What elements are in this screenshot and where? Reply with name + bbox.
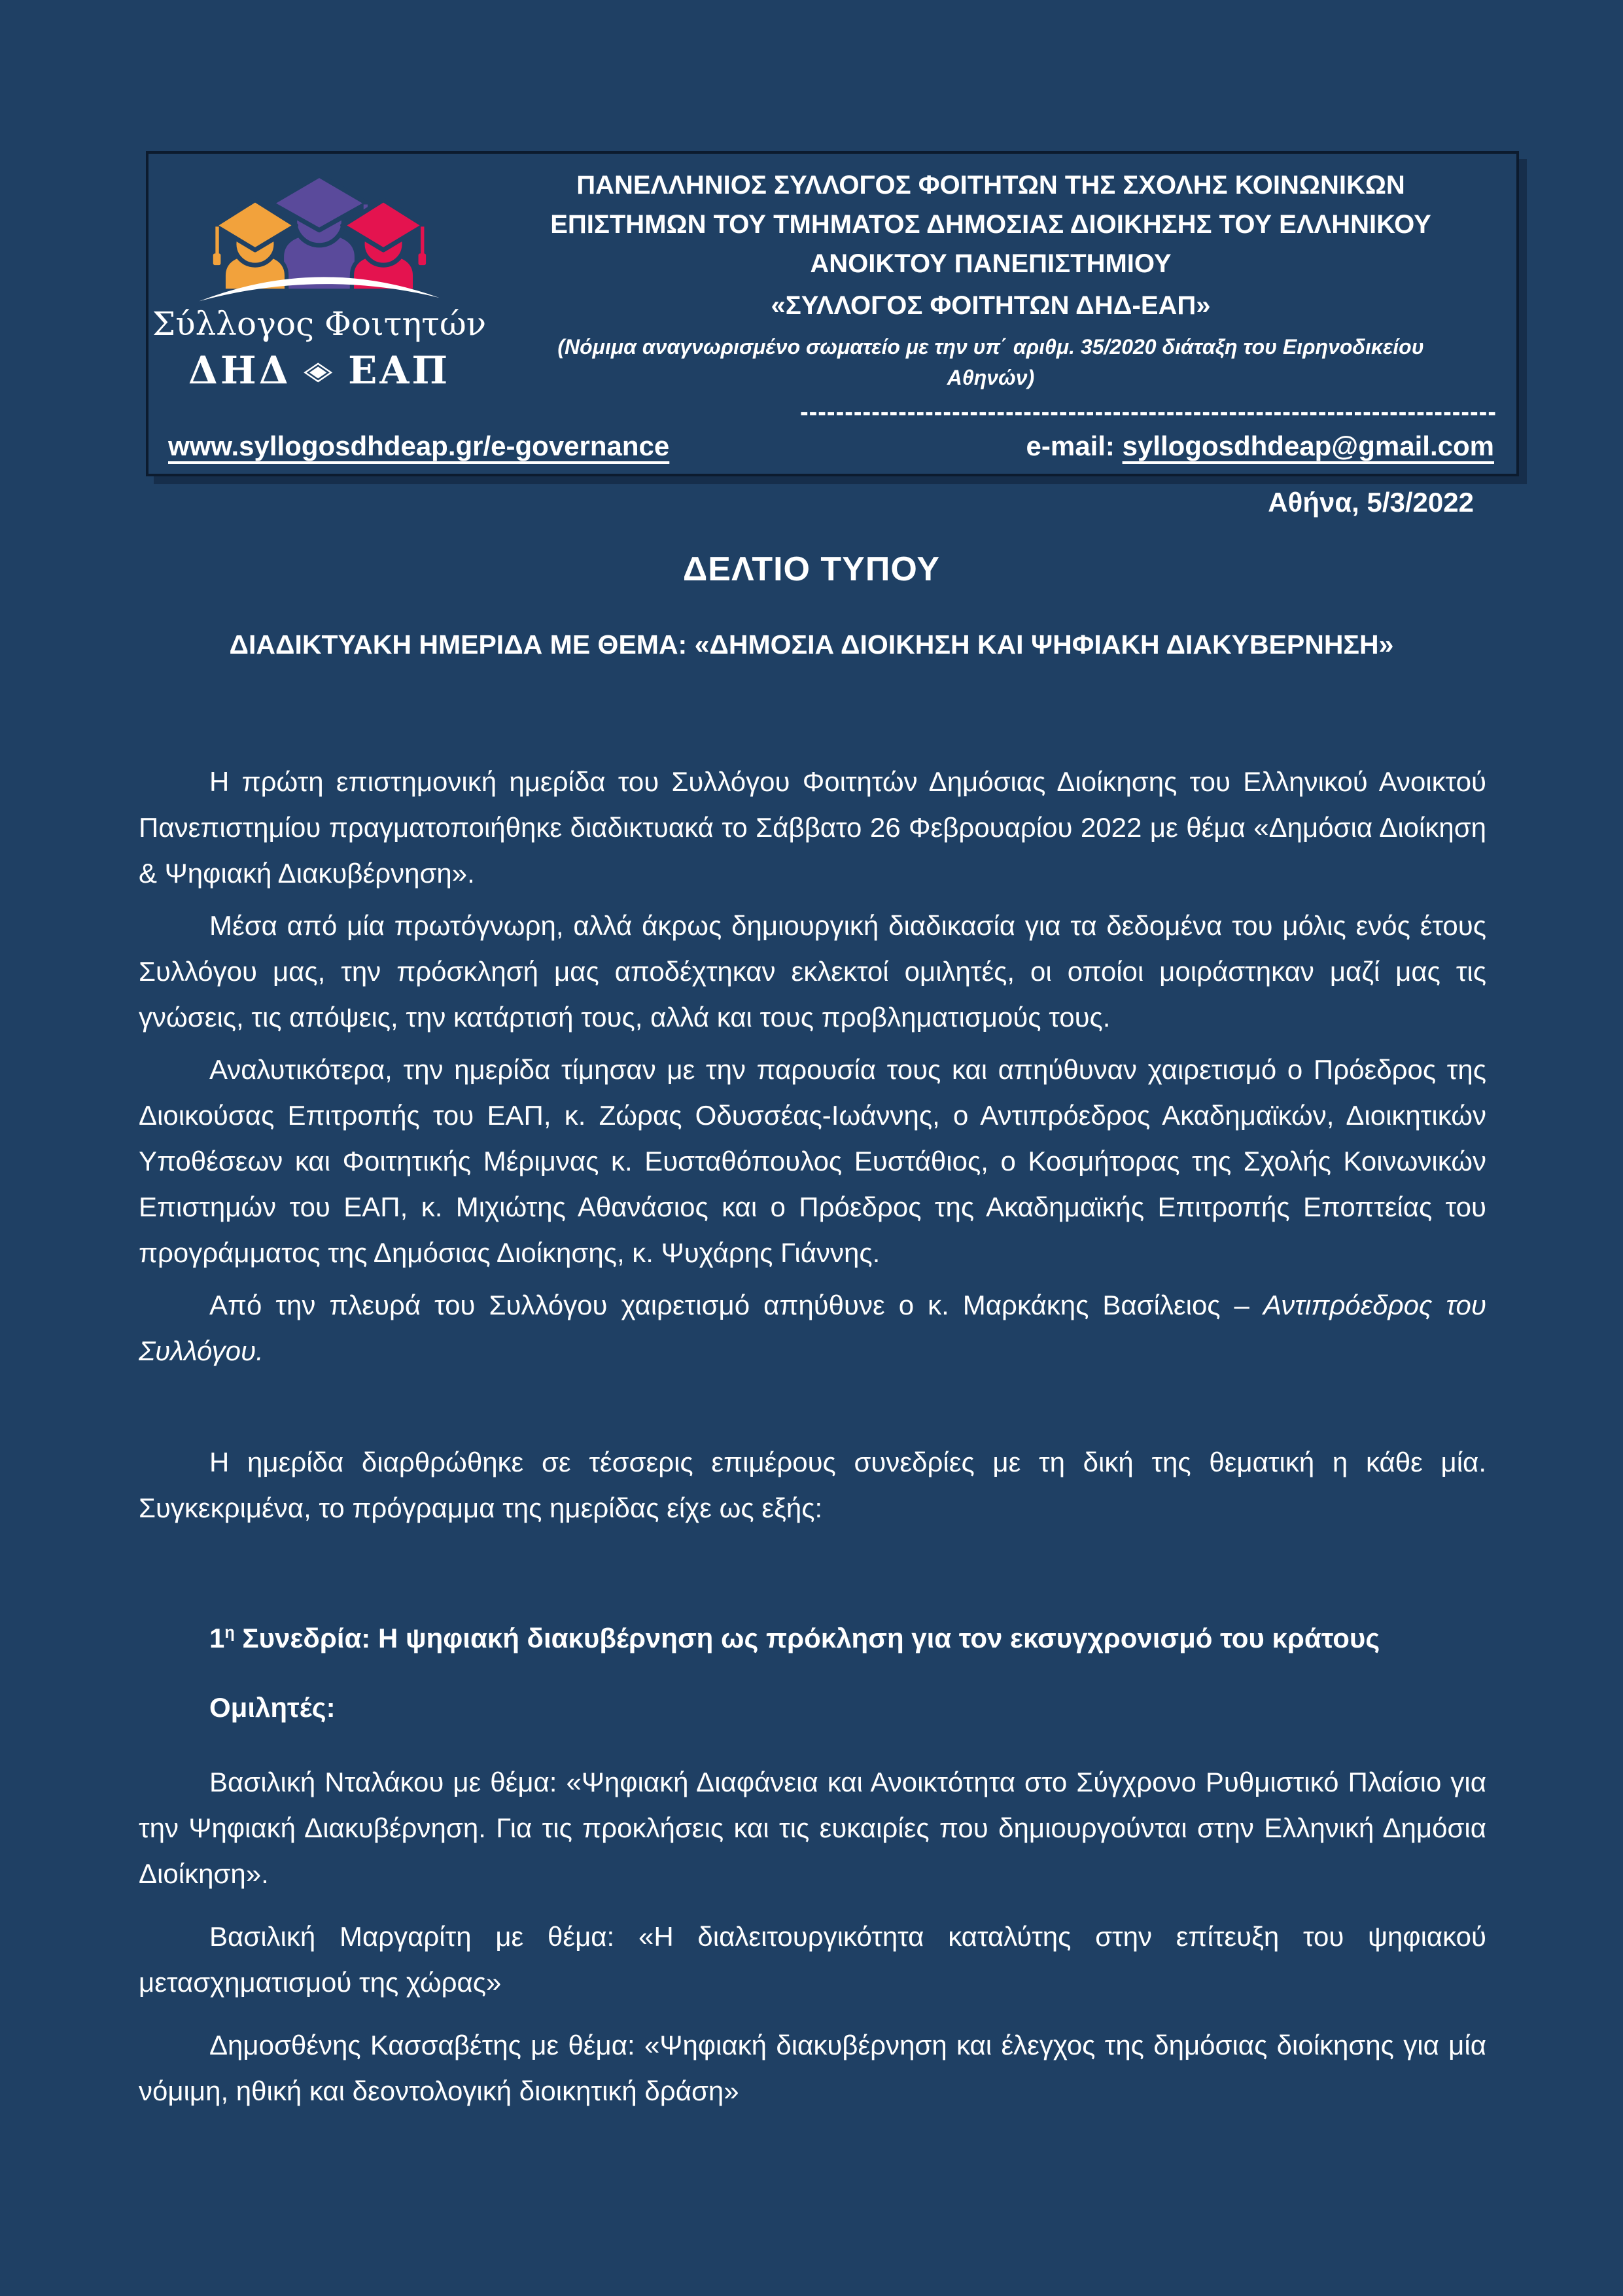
- graduates-logo-icon: [188, 169, 450, 304]
- email-label: e-mail:: [1026, 431, 1115, 461]
- greeting-main: Από την πλευρά του Συλλόγου χαιρετισμό απηύθυνε ο κ. Μαρκάκης Βασίλειος –: [209, 1290, 1263, 1320]
- website-link[interactable]: www.syllogosdhdeap.gr/e-governance: [168, 431, 670, 461]
- logo-subtitle: [188, 348, 450, 393]
- association-logo: [152, 163, 487, 427]
- talk-item: Δημοσθένης Κασσαβέτης με θέμα: «Ψηφιακή διακυβέρνηση και έλεγχος της δημόσιας διοίκησης για μία νόμιμη, ηθική και δεοντολογική διοικητική δράση»: [139, 2030, 1486, 2106]
- organization-name-line: ΕΠΙΣΤΗΜΩΝ ΤΟΥ ΤΜΗΜΑΤΟΣ ΔΗΜΟΣΙΑΣ ΔΙΟΙΚΗΣΗΣ ΤΟΥ ΕΛΛΗΝΙΚΟΥ: [550, 210, 1431, 239]
- session-ordinal: η: [224, 1623, 235, 1642]
- letterhead-box: [146, 151, 1519, 476]
- document-subtitle: ΔΙΑΔΙΚΤΥΑΚΗ ΗΜΕΡΙΔΑ ΜΕ ΘΕΜΑ: «ΔΗΜΟΣΙΑ ΔΙΟΙΚΗΣΗ ΚΑΙ ΨΗΦΙΑΚΗ ΔΙΑΚΥΒΕΡΝΗΣΗ»: [229, 629, 1394, 660]
- letterhead-top: [148, 154, 1516, 427]
- document-body: [139, 759, 1486, 2131]
- organization-short-name: «ΣΥΛΛΟΓΟΣ ΦΟΙΤΗΤΩΝ ΔΗΔ-ΕΑΠ»: [771, 291, 1211, 320]
- greeting-role-italic: Αντιπρόεδρος του Συλλόγου.: [139, 1290, 1486, 1366]
- paragraph-guests: Αναλυτικότερα, την ημερίδα τίμησαν με την παρουσία τους και απηύθυναν χαιρετισμό ο Πρόεδρος της Διοικούσας Επιτροπής του ΕΑΠ, κ. Ζώρας Οδυσσέας-Ιωάννης, ο Αντιπρόεδρος Ακαδημαϊκών, Διοικητικών Υποθέσεων και Φοιτητικής Μέριμνας κ. Ευσταθόπουλος Ευστάθιος, ο Κοσμήτορας της Σχολής Κοινωνικών Επιστημών του ΕΑΠ, κ. Μιχιώτης Αθανάσιος και ο Πρόεδρος της Ακαδημαϊκής Επιτροπής Εποπτείας του προγράμματος της Δημόσιας Διοίκησης, κ. Ψυχάρης Γιάννης.: [139, 1054, 1486, 1268]
- organization-block: [473, 163, 1503, 427]
- organization-name-line: ΑΝΟΙΚΤΟΥ ΠΑΝΕΠΙΣΤΗΜΙΟΥ: [810, 249, 1172, 278]
- logo-title: Σύλλογος Φοιτητών: [152, 305, 487, 343]
- organization-name-line: ΠΑΝΕΛΛΗΝΙΟΣ ΣΥΛΛΟΓΟΣ ΦΟΙΤΗΤΩΝ ΤΗΣ ΣΧΟΛΗΣ ΚΟΙΝΩΝΙΚΩΝ: [576, 171, 1405, 200]
- diamond-icon: ◈: [303, 355, 336, 385]
- paragraph-structure: Η ημερίδα διαρθρώθηκε σε τέσσερις επιμέρους συνεδρίες με τη δική της θεματική η κάθε μία. Συγκεκριμένα, το πρόγραμμα της ημερίδας είχε ως εξής:: [139, 1447, 1486, 1523]
- speakers-label: Ομιλητές:: [209, 1692, 336, 1723]
- session-title-text: Συνεδρία: Η ψηφιακή διακυβέρνηση ως πρόκληση για τον εκσυγχρονισμό του κράτους: [234, 1623, 1380, 1653]
- letterhead-contact-row: [148, 431, 1516, 474]
- paragraph-greeting: [139, 1282, 1486, 1374]
- talk-item: Βασιλική Νταλάκου με θέμα: «Ψηφιακή Διαφάνεια και Ανοικτότητα στο Σύγχρονο Ρυθμιστικό Πλαίσιο για την Ψηφιακή Διακυβέρνηση. Για τις προκλήσεις και τις ευκαιρίες που δημιουργούνται στην Ελληνική Δημόσια Διοίκηση».: [139, 1767, 1486, 1889]
- email-link[interactable]: syllogosdhdeap@gmail.com: [1122, 431, 1494, 461]
- paragraph-process: Μέσα από μία πρωτόγνωρη, αλλά άκρως δημιουργική διαδικασία για τα δεδομένα του μόλις ενός έτους Συλλόγου μας, την πρόσκλησή μας αποδέχτηκαν εκλεκτοί ομιλητές, οι οποίοι μοιράστηκαν μαζί μας τις γνώσεις, τις απόψεις, την κατάρτισή τους, αλλά και τους προβληματισμούς τους.: [139, 910, 1486, 1033]
- session-1-title: [209, 1610, 1486, 1661]
- email-line: [1026, 431, 1494, 462]
- logo-subtitle-right: ΕΑΠ: [348, 348, 451, 393]
- place-date: Αθήνα, 5/3/2022: [1268, 487, 1474, 518]
- paragraph-intro: Η πρώτη επιστημονική ημερίδα του Συλλόγου Φοιτητών Δημόσιας Διοίκησης του Ελληνικού Ανοικτού Πανεπιστημίου πραγματοποιήθηκε διαδικτυακά το Σάββατο 26 Φεβρουαρίου 2022 με θέμα «Δημόσια Διοίκηση & Ψηφιακή Διακυβέρνηση».: [139, 766, 1486, 889]
- logo-subtitle-left: ΔΗΔ: [188, 348, 291, 393]
- dashed-separator: ------------------------------------------------------------------------------: [799, 398, 1497, 426]
- talk-item: Βασιλική Μαργαρίτη με θέμα: «Η διαλειτουργικότητα καταλύτης στην επίτευξη του ψηφιακού μετασχηματισμού της χώρας»: [139, 1921, 1486, 1998]
- session-number: 1: [209, 1623, 225, 1653]
- document-title: ΔΕΛΤΙΟ ΤΥΠΟΥ: [682, 550, 941, 588]
- legal-recognition-note: (Νόμιμα αναγνωρισμένο σωματείο με την υπ΄ αριθμ. 35/2020 διάταξη του Ειρηνοδικείου Αθηνών): [557, 335, 1424, 389]
